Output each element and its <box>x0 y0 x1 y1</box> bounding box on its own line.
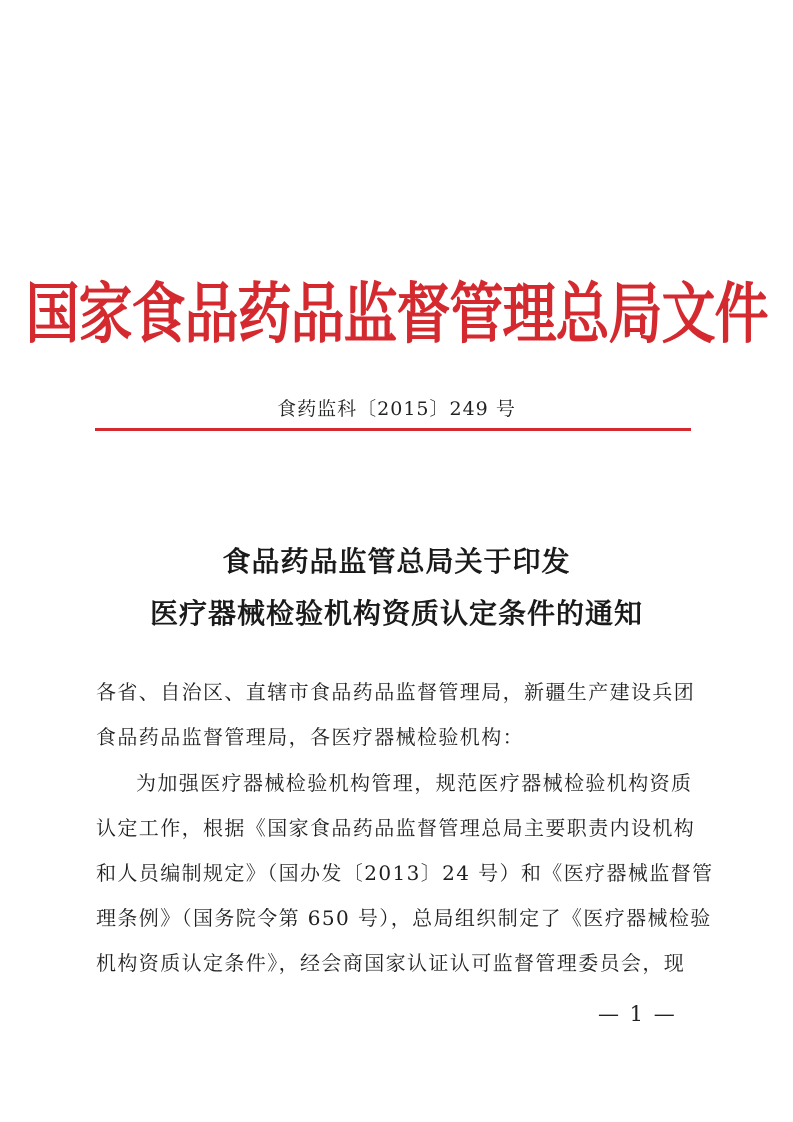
body-paragraph-line-4: 理条例》（国务院令第 650 号），总局组织制定了《医疗器械检验 <box>96 906 712 930</box>
red-divider-rule <box>95 428 691 431</box>
document-title-line-2: 医疗器械检验机构资质认定条件的通知 <box>149 597 643 630</box>
salutation-line-2: 食品药品监督管理局，各医疗器械检验机构： <box>96 725 524 749</box>
body-paragraph-line-2: 认定工作，根据《国家食品药品监督管理总局主要职责内设机构 <box>96 816 696 840</box>
body-paragraph-line-5: 机构资质认定条件》，经会商国家认证认可监督管理委员会，现 <box>96 951 686 975</box>
issuer-masthead: 国家食品药品监督管理总局文件 <box>25 275 768 353</box>
salutation-line-1: 各省、自治区、直辖市食品药品监督管理局，新疆生产建设兵团 <box>96 680 696 704</box>
body-paragraph-line-3: 和人员编制规定》（国办发〔2013〕24 号）和《医疗器械监督管 <box>96 861 714 885</box>
body-paragraph-line-1: 为加强医疗器械检验机构管理，规范医疗器械检验机构资质 <box>136 771 693 795</box>
document-number: 食药监科〔2015〕249 号 <box>277 398 516 420</box>
document-title-line-1: 食品药品监管总局关于印发 <box>222 545 571 578</box>
page-number: — 1 — <box>598 1002 677 1026</box>
